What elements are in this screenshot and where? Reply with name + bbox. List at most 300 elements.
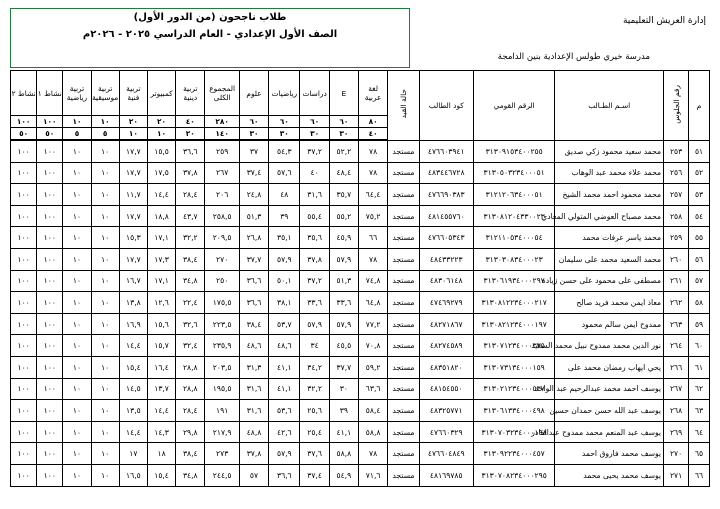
mark-cell: ٣١,٦ — [239, 378, 268, 400]
student-name: مصطفى على محمود على حسن زيادة — [555, 270, 664, 292]
mark-cell: ١٤,٥ — [119, 378, 147, 400]
mark-cell: ٤٨,٤ — [329, 162, 358, 184]
mark-cell: ٢٧٠ — [205, 248, 239, 270]
mark-cell: ٣١,٦ — [239, 400, 268, 422]
mark-cell: ٥٨,٤ — [358, 400, 387, 422]
table-row — [11, 227, 710, 249]
mark-cell: ٢٦,٨ — [239, 227, 268, 249]
student-code: ٤٧٦٦٠٤٨٤٩ — [419, 443, 473, 465]
mark-cell: ٣٦,٦ — [239, 292, 268, 314]
mark-cell: ٥٤,٣ — [269, 140, 300, 162]
student-code: ٤٨٣٥١٨٢٠ — [419, 356, 473, 378]
seat-number: ٢٦٠ — [664, 248, 689, 270]
student-name: يوسف محمد يحيى محمد — [555, 464, 664, 486]
mark-cell: ١٧٥,٥ — [205, 292, 239, 314]
mark-cell: ١٥,٤ — [147, 464, 175, 486]
enrollment-status: مستجد — [388, 140, 419, 162]
row-number: ٦٢ — [689, 378, 710, 400]
mark-cell: ١٦,٩ — [119, 313, 147, 335]
mark-cell: ١٠٠ — [37, 335, 63, 357]
mark-cell: ٣٢,٤ — [176, 335, 205, 357]
min-marks-cell: ٣٠ — [239, 128, 268, 141]
mark-cell: ٢٨,٤ — [176, 184, 205, 206]
national-id: ٣١٣٠٨١٢٢٣٤٠٠٠٢١٧ — [473, 292, 554, 314]
mark-cell: ٣٢,٢ — [300, 378, 329, 400]
mark-cell: ١٣,٥ — [119, 400, 147, 422]
student-name: يحي ايهاب رمضان محمد على — [555, 356, 664, 378]
row-number: ٥٩ — [689, 313, 710, 335]
mark-cell: ٢٢٣,٥ — [205, 313, 239, 335]
min-marks-cell: ٥ — [63, 128, 91, 141]
enrollment-status: مستجد — [388, 400, 419, 422]
mark-cell: ٥٧ — [239, 464, 268, 486]
student-code: ٤٨١٥٤٥٥٠ — [419, 378, 473, 400]
mark-cell: ١٠٠ — [11, 205, 37, 227]
mark-cell: ١٧ — [119, 443, 147, 465]
mark-cell: ٢٨,٨ — [176, 378, 205, 400]
mark-cell: ١٩١ — [205, 400, 239, 422]
max-marks-cell: ١٠ — [91, 116, 119, 128]
mark-cell: ٥٠,١ — [269, 270, 300, 292]
mark-cell: ٧٨ — [358, 140, 387, 162]
col-name: اسـم الطـالب — [555, 71, 664, 141]
mark-cell: ١٠ — [91, 400, 119, 422]
col-religion: تربية دينية — [176, 71, 205, 116]
seat-number: ٢٦٨ — [664, 400, 689, 422]
seat-number: ٢٥٦ — [664, 162, 689, 184]
mark-cell: ٣٤,٢ — [300, 356, 329, 378]
mark-cell: ١٠ — [91, 140, 119, 162]
mark-cell: ١٣,٧ — [147, 378, 175, 400]
student-name: محمد ياسر عرفات محمد — [555, 227, 664, 249]
mark-cell: ١٧,٧ — [119, 162, 147, 184]
min-marks-cell: ٣٠ — [329, 128, 358, 141]
mark-cell: ٣٧,٧ — [239, 248, 268, 270]
national-id: ٣١٣٠٦١٩٣٤٠٠٠٢٩٧ — [473, 270, 554, 292]
col-pe: تربية رياضية — [63, 71, 91, 116]
mark-cell: ٤١,١ — [269, 356, 300, 378]
mark-cell: ١٠ — [63, 464, 91, 486]
col-activity1: نشاط ١ — [37, 71, 63, 116]
mark-cell: ٢١٧,٩ — [205, 421, 239, 443]
mark-cell: ٧٧,٢ — [358, 313, 387, 335]
mark-cell: ١٠٠ — [37, 140, 63, 162]
max-marks-cell: ١٠٠ — [37, 116, 63, 128]
col-computer: كمبيوتر — [147, 71, 175, 116]
mark-cell: ٣٨,٤ — [176, 248, 205, 270]
mark-cell: ١٠ — [63, 335, 91, 357]
min-marks-cell: ٥٠ — [37, 128, 63, 141]
min-marks-cell: ١٠ — [119, 128, 147, 141]
mark-cell: ٣٨,٤ — [176, 443, 205, 465]
mark-cell: ١٨ — [147, 443, 175, 465]
mark-cell: ١٠ — [91, 248, 119, 270]
mark-cell: ٣٧,٨ — [239, 443, 268, 465]
mark-cell: ١٠ — [91, 205, 119, 227]
mark-cell: ١٧,١ — [147, 227, 175, 249]
table-row — [11, 205, 710, 227]
mark-cell: ٣٦,٦ — [176, 140, 205, 162]
mark-cell: ٤٥,٩ — [329, 227, 358, 249]
seat-number: ٢٥٣ — [664, 140, 689, 162]
mark-cell: ٣٧,٢ — [300, 140, 329, 162]
seat-number: ٢٦٩ — [664, 421, 689, 443]
table-row — [11, 140, 710, 162]
row-number: ٥١ — [689, 140, 710, 162]
student-name: يوسف عبد المنعم محمد ممدوح عبدالقادر — [555, 421, 664, 443]
mark-cell: ٣٠ — [329, 378, 358, 400]
seat-number: ٢٥٧ — [664, 184, 689, 206]
mark-cell: ١٠ — [63, 270, 91, 292]
student-code: ٤٨٣٤٤٦٧٢٨ — [419, 162, 473, 184]
student-name: يوسف عبد الله حسن حمدان حسين — [555, 400, 664, 422]
mark-cell: ٣٤,٨ — [176, 270, 205, 292]
seat-number: ٢٧١ — [664, 464, 689, 486]
mark-cell: ٧٨ — [358, 443, 387, 465]
max-marks-cell: ١٠٠ — [11, 116, 37, 128]
seat-number: ٢٦٦ — [664, 356, 689, 378]
table-row — [11, 184, 710, 206]
mark-cell: ٣٧,٦ — [300, 443, 329, 465]
enrollment-status: مستجد — [388, 248, 419, 270]
mark-cell: ٣٧,٨ — [300, 248, 329, 270]
table-row — [11, 292, 710, 314]
min-marks-cell: ١٠ — [147, 128, 175, 141]
seat-number: ٢٦٤ — [664, 335, 689, 357]
mark-cell: ١٠٠ — [37, 292, 63, 314]
mark-cell: ٣٨,١ — [269, 292, 300, 314]
mark-cell: ١٠ — [91, 184, 119, 206]
seat-number: ٢٦١ — [664, 270, 689, 292]
mark-cell: ٢٤,٨ — [239, 184, 268, 206]
mark-cell: ١٠٠ — [11, 313, 37, 335]
mark-cell: ١١,٧ — [119, 184, 147, 206]
min-marks-cell: ٤٠ — [358, 128, 387, 141]
row-number: ٥٣ — [689, 184, 710, 206]
seat-number: ٢٦٧ — [664, 378, 689, 400]
mark-cell: ٥٩,٢ — [358, 356, 387, 378]
table-row — [11, 421, 710, 443]
col-m: م — [689, 71, 710, 141]
mark-cell: ٦٤,٨ — [358, 292, 387, 314]
mark-cell: ١٠٠ — [37, 443, 63, 465]
max-marks-cell: ٢٠ — [147, 116, 175, 128]
mark-cell: ١٠ — [91, 443, 119, 465]
row-number: ٥٧ — [689, 270, 710, 292]
student-code: ٤٨٣٠٦١٤٨ — [419, 270, 473, 292]
max-marks-cell: ٤٠ — [176, 116, 205, 128]
mark-cell: ٣٢,٢ — [176, 227, 205, 249]
enrollment-status: مستجد — [388, 205, 419, 227]
mark-cell: ٣٥,٧ — [329, 184, 358, 206]
table-row — [11, 270, 710, 292]
col-math: رياضيات — [269, 71, 300, 116]
mark-cell: ٢٢,٤ — [176, 292, 205, 314]
seat-number: ٢٧٠ — [664, 443, 689, 465]
sheet-title: طلاب ناجحون (من الدور الأول) — [133, 12, 287, 23]
mark-cell: ١٠ — [63, 227, 91, 249]
sheet-subtitle: الصف الأول الإعدادي - العام الدراسي ٢٠٢٥ - ٢٠٢٦م — [82, 29, 338, 40]
mark-cell: ٧٥,٢ — [358, 205, 387, 227]
mark-cell: ٥١,٣ — [239, 205, 268, 227]
mark-cell: ١٣,٨ — [119, 292, 147, 314]
mark-cell: ١٠٠ — [37, 162, 63, 184]
max-marks-cell: ٢٠ — [119, 116, 147, 128]
student-code: ٤٧٦٦٠٣٢٩ — [419, 421, 473, 443]
mark-cell: ١٥,٦ — [147, 313, 175, 335]
mark-cell: ١٠٠ — [37, 205, 63, 227]
table-row — [11, 162, 710, 184]
mark-cell: ٢٠٩,٥ — [205, 227, 239, 249]
row-number: ٥٨ — [689, 292, 710, 314]
mark-cell: ١٠٠ — [11, 464, 37, 486]
mark-cell: ٢٥٠ — [205, 270, 239, 292]
national-id: ٣١٣٠٣٠٨٣٤٠٠٠٢٣ — [473, 248, 554, 270]
enrollment-status: مستجد — [388, 313, 419, 335]
mark-cell: ١٧,٧ — [119, 205, 147, 227]
mark-cell: ٣٥,٦ — [300, 227, 329, 249]
enrollment-status: مستجد — [388, 421, 419, 443]
mark-cell: ٢٥,٦ — [300, 400, 329, 422]
max-marks-cell: ٨٠ — [358, 116, 387, 128]
mark-cell: ٧٨ — [358, 248, 387, 270]
enrollment-status: مستجد — [388, 292, 419, 314]
enrollment-status: مستجد — [388, 378, 419, 400]
enrollment-status: مستجد — [388, 464, 419, 486]
student-code: ٤٨٤٣٣٢٢٣ — [419, 248, 473, 270]
enrollment-status: مستجد — [388, 184, 419, 206]
header-row — [11, 71, 710, 116]
mark-cell: ١٥,٣ — [119, 227, 147, 249]
col-activity2: نشاط ٢ — [11, 71, 37, 116]
national-id: ٣١٣٠٧٣١٣٤٠٠٠١٥٩ — [473, 356, 554, 378]
table-row — [11, 335, 710, 357]
student-code: ٤٧٦٦٠٣٩٤١ — [419, 140, 473, 162]
seat-number: ٢٦٢ — [664, 292, 689, 314]
national-id: ٣١٣٠٧٠٣٢٣٤٠٠٠١٩٨ — [473, 421, 554, 443]
mark-cell: ١٥,٥ — [147, 140, 175, 162]
mark-cell: ١٥,٤ — [119, 356, 147, 378]
mark-cell: ٣٩ — [269, 205, 300, 227]
col-art: تربية فنية — [119, 71, 147, 116]
mark-cell: ١٠٠ — [11, 443, 37, 465]
min-marks-cell: ٢٠ — [176, 128, 205, 141]
mark-cell: ٥٣,٦ — [269, 400, 300, 422]
mark-cell: ١٦,٤ — [147, 356, 175, 378]
mark-cell: ٤٣,٧ — [176, 205, 205, 227]
table-row — [11, 378, 710, 400]
row-number: ٥٢ — [689, 162, 710, 184]
table-row — [11, 400, 710, 422]
student-code: ٤٨٣٢٥٧٧١ — [419, 400, 473, 422]
mark-cell: ٣٧,٧ — [329, 356, 358, 378]
mark-cell: ١٠ — [91, 162, 119, 184]
mark-cell: ٣٢,٦ — [176, 313, 205, 335]
seat-number: ٢٥٩ — [664, 227, 689, 249]
enrollment-status: مستجد — [388, 270, 419, 292]
mark-cell: ١٠ — [63, 400, 91, 422]
directorate-name: إدارة العريش التعليمية — [622, 16, 706, 26]
mark-cell: ١٧,٣ — [147, 248, 175, 270]
mark-cell: ٧١,٦ — [358, 464, 387, 486]
col-seat: رقم الجلوس — [664, 71, 689, 141]
seat-number: ٢٦٣ — [664, 313, 689, 335]
mark-cell: ١٠ — [63, 313, 91, 335]
mark-cell: ١٤,٤ — [147, 184, 175, 206]
student-name: محمد مصباح العوضي المتولي المعادي — [555, 205, 664, 227]
student-name: معاذ ايمن محمد فريد صالح — [555, 292, 664, 314]
national-id: ٣١٣٠٦١٣٣٤٠٠٠٤٩٨ — [473, 400, 554, 422]
mark-cell: ٥٧,٦ — [269, 162, 300, 184]
student-code: ٤٧٦٦٠٥٣٤٣ — [419, 227, 473, 249]
row-number: ٦٥ — [689, 443, 710, 465]
mark-cell: ٢٠٣,٥ — [205, 356, 239, 378]
mark-cell: ١٠٠ — [11, 184, 37, 206]
row-number: ٦٣ — [689, 400, 710, 422]
mark-cell: ٢٥٩ — [205, 140, 239, 162]
student-name: محمد السعيد محمد على سليمان — [555, 248, 664, 270]
mark-cell: ١٠٠ — [37, 464, 63, 486]
student-code: ٤٧٦٦٩٠٣٨٣ — [419, 184, 473, 206]
col-student-code: كود الطالب — [419, 71, 473, 141]
mark-cell: ١٠ — [91, 335, 119, 357]
col-social: دراسات — [300, 71, 329, 116]
national-id: ٣١٣٠٢١٢٣٤٠٠٠٥٣٧ — [473, 378, 554, 400]
mark-cell: ٤٨,٦ — [239, 335, 268, 357]
mark-cell: ١٠٠ — [37, 421, 63, 443]
max-marks-cell: ٦٠ — [300, 116, 329, 128]
mark-cell: ٣٥,١ — [269, 227, 300, 249]
mark-cell: ٥٧,٩ — [300, 313, 329, 335]
max-marks-cell: ٦٠ — [239, 116, 268, 128]
col-english: E — [329, 71, 358, 116]
mark-cell: ٣١,٣ — [239, 356, 268, 378]
min-marks-cell: ٣٠ — [269, 128, 300, 141]
mark-cell: ٤٨,٨ — [239, 421, 268, 443]
mark-cell: ٤٠ — [300, 162, 329, 184]
mark-cell: ١٠٠ — [37, 378, 63, 400]
student-name: محمد علاء محمد عبد الوهاب — [555, 162, 664, 184]
student-name: ممدوح ايمن سالم محمود — [555, 313, 664, 335]
mark-cell: ١٠٠ — [11, 140, 37, 162]
mark-cell: ٤٨ — [269, 184, 300, 206]
student-code: ٤٨١٤٥٥٧٦٠ — [419, 205, 473, 227]
col-national-id: الرقم القومي — [473, 71, 554, 141]
student-name: يوسف محمد فاروق احمد — [555, 443, 664, 465]
mark-cell: ٥٢,٢ — [329, 140, 358, 162]
enrollment-status: مستجد — [388, 162, 419, 184]
mark-cell: ٣٩ — [329, 400, 358, 422]
table-row — [11, 443, 710, 465]
min-marks-cell: ٥ — [91, 128, 119, 141]
mark-cell: ١٧,٥ — [147, 162, 175, 184]
col-status: حالة القيد — [388, 71, 419, 141]
row-number: ٦٤ — [689, 421, 710, 443]
mark-cell: ١٠ — [91, 464, 119, 486]
max-marks-cell: ١٠ — [63, 116, 91, 128]
mark-cell: ٤٥,٥ — [329, 335, 358, 357]
mark-cell: ٢٥٨,٥ — [205, 205, 239, 227]
min-marks-cell: ٥٠ — [11, 128, 37, 141]
enrollment-status: مستجد — [388, 443, 419, 465]
mark-cell: ٧٤,٨ — [358, 270, 387, 292]
min-marks-cell: ١٤٠ — [205, 128, 239, 141]
national-id: ٣١٣٠٧١٢٣٤٠٠٠٣٣٥ — [473, 335, 554, 357]
mark-cell: ٣٦,٦ — [239, 270, 268, 292]
enrollment-status: مستجد — [388, 227, 419, 249]
mark-cell: ١٠ — [91, 227, 119, 249]
mark-cell: ١٥,٧ — [147, 335, 175, 357]
student-name: نور الدين محمد ممدوح نبيل محمد السعيد — [555, 335, 664, 357]
mark-cell: ٣٧,٤ — [300, 464, 329, 486]
results-sheet — [10, 8, 710, 487]
mark-cell: ٣٧,٢ — [300, 270, 329, 292]
student-name: يوسف احمد محمد عبدالرحيم عبد الواحد — [555, 378, 664, 400]
results-table — [10, 70, 710, 487]
seat-number: ٢٥٨ — [664, 205, 689, 227]
mark-cell: ٥٥,٢ — [329, 205, 358, 227]
col-music: تربية موسيقية — [91, 71, 119, 116]
mark-cell: ١٠ — [91, 313, 119, 335]
mark-cell: ٣٦,٦ — [269, 464, 300, 486]
table-row — [11, 313, 710, 335]
col-arabic: لغة عربية — [358, 71, 387, 116]
mark-cell: ٣٤ — [300, 335, 329, 357]
national-id: ٣١٢١٢٠٦٣٤٠٠٠٥١ — [473, 184, 554, 206]
mark-cell: ١٠٠ — [11, 356, 37, 378]
mark-cell: ١٠ — [91, 378, 119, 400]
student-code: ٤٨٢٧١٨٦٧ — [419, 313, 473, 335]
national-id: ٣١٣٠٩١٥٣٤٠٠٢٥٥ — [473, 140, 554, 162]
mark-cell: ١٠ — [91, 421, 119, 443]
mark-cell: ٢٠٦ — [205, 184, 239, 206]
mark-cell: ١٠٠ — [11, 421, 37, 443]
row-number: ٦٠ — [689, 335, 710, 357]
mark-cell: ٥٣,٧ — [269, 313, 300, 335]
mark-cell: ١٠ — [63, 443, 91, 465]
mark-cell: ٥٨,٨ — [329, 443, 358, 465]
national-id: ٣١٣٠٧٠٨٢٣٤٠٠٠٢٩٥ — [473, 464, 554, 486]
mark-cell: ٢٣٥,٩ — [205, 335, 239, 357]
mark-cell: ٢٤٤,٥ — [205, 464, 239, 486]
mark-cell: ١٠٠ — [37, 313, 63, 335]
mark-cell: ١٠٠ — [37, 184, 63, 206]
mark-cell: ٥٧,٩ — [329, 313, 358, 335]
mark-cell: ١٠ — [63, 205, 91, 227]
row-number: ٥٥ — [689, 227, 710, 249]
mark-cell: ١٠ — [63, 378, 91, 400]
mark-cell: ١٠ — [63, 421, 91, 443]
mark-cell: ٢٨,٨ — [176, 356, 205, 378]
mark-cell: ١٠٠ — [37, 270, 63, 292]
row-number: ٥٦ — [689, 248, 710, 270]
mark-cell: ١٠٠ — [11, 335, 37, 357]
row-number: ٦٦ — [689, 464, 710, 486]
mark-cell: ١٤,٤ — [147, 400, 175, 422]
national-id: ٣١٣٠٥٠٣٢٣٤٠٠٠٥١ — [473, 162, 554, 184]
mark-cell: ٣٧,٤ — [239, 162, 268, 184]
mark-cell: ٥٧,٩ — [329, 248, 358, 270]
mark-cell: ٣٧ — [239, 140, 268, 162]
mark-cell: ١٠٠ — [37, 227, 63, 249]
mark-cell: ٢٩,٨ — [176, 421, 205, 443]
student-rows — [11, 140, 710, 486]
mark-cell: ١٠٠ — [11, 270, 37, 292]
mark-cell: ١٠٠ — [37, 248, 63, 270]
min-marks-cell: ٣٠ — [300, 128, 329, 141]
mark-cell: ٤١,١ — [329, 421, 358, 443]
mark-cell: ١٠٠ — [37, 400, 63, 422]
